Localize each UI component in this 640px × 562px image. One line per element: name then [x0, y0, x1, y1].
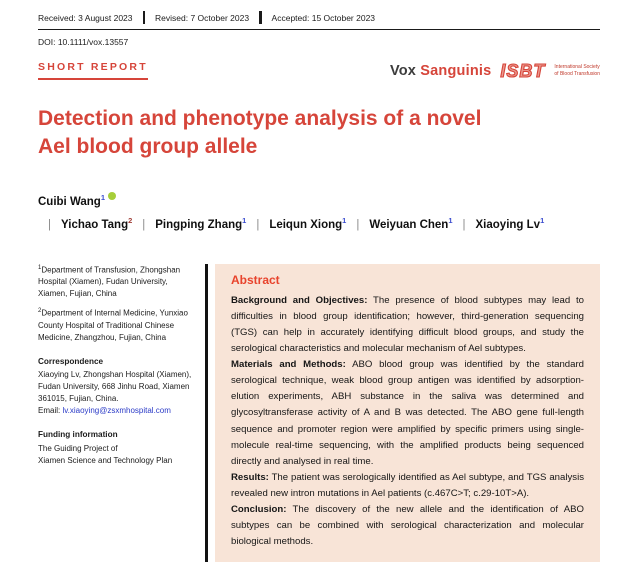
affiliation-sup: 2 [38, 308, 42, 315]
correspondence-text: Xiaoying Lv, Zhongshan Hospital (Xiamen), Fudan University, 668 Jinhu Road, Xiamen 361015, Fujian, China. [38, 370, 192, 404]
author [475, 215, 545, 231]
abstract-box [215, 264, 600, 562]
author-affiliation-sup: 2 [128, 215, 133, 225]
author-name: Cuibi Wang [38, 196, 101, 209]
email-line [38, 405, 193, 417]
journal-name-black: Vox [389, 63, 417, 79]
journal-name-red: Sanguinis [420, 63, 492, 79]
history-separator [143, 11, 146, 24]
revised-date: Revised: 7 October 2023 [155, 12, 250, 23]
article-history-bar [38, 11, 600, 24]
article-info-sidebar [38, 264, 193, 562]
abstract-divider-bar [205, 264, 208, 562]
header-row [38, 61, 600, 80]
society-name-line1: International Society [554, 64, 600, 71]
abstract-section-label: Results: [231, 471, 269, 483]
author-separator: | [356, 218, 360, 231]
author-name: Pingping Zhang [155, 218, 243, 231]
affiliation-list [38, 264, 193, 344]
abstract-sections [231, 293, 584, 551]
abstract-section-label: Conclusion: [231, 504, 287, 516]
email-label: Email: [38, 406, 63, 416]
article-type-label: SHORT REPORT [38, 61, 148, 80]
affiliation: $^2$Department of Internal Medicine, Yunxiao County Hospital of Traditional Chinese Medicine, Zhangzhou, Fujian, China [38, 308, 188, 342]
author [369, 215, 453, 231]
author [38, 193, 116, 209]
article-title: Detection and phenotype analysis of a novel Ael blood group allele [38, 107, 482, 159]
abstract-section: Background and Objectives: The presence of blood subtypes may lead to difficulties in blood group identification; however, third-generation sequencing (TGS) can help in accurately identifying difficult blood groups, and study the serological characteristics and molecular mechanism of Ael subtypes. [231, 294, 584, 354]
doi: DOI: 10.1111/vox.13557 [38, 37, 129, 47]
author-name: Leiqun Xiong [269, 218, 343, 231]
funding-text: The Guiding Project of Xiamen Science and Technology Plan [38, 443, 173, 465]
author-affiliation-sup: 1 [540, 215, 545, 225]
abstract-section: Conclusion: The discovery of the new allele and the identification of ABO subtypes can be combined with serological characterization and molecular biological methods. [231, 504, 584, 548]
accepted-date: Accepted: 15 October 2023 [271, 12, 376, 23]
history-separator [259, 11, 262, 24]
abstract-heading: Abstract [231, 272, 280, 287]
author-affiliation-sup: 1 [242, 215, 247, 225]
funding-heading: Funding information [38, 430, 118, 440]
affiliation-sup: 1 [38, 264, 42, 271]
isbt-society-name [554, 64, 600, 78]
affiliation: $^1$Department of Transfusion, Zhongshan Hospital (Xiamen), Fudan University, Xiamen, Fujian, China [38, 264, 181, 299]
author [269, 215, 347, 231]
author-name: Yichao Tang [61, 218, 129, 231]
author-separator: | [48, 218, 51, 231]
header-rule [38, 29, 600, 30]
author-affiliation-sup: 1 [342, 215, 347, 225]
author-name: Xiaoying Lv [475, 218, 541, 231]
author-separator: | [256, 218, 260, 231]
journal-logos [390, 62, 600, 80]
author [61, 215, 133, 231]
abstract-section-label: Background and Objectives: [231, 294, 368, 306]
author-affiliation-sup: 1 [448, 215, 453, 225]
author-name: Weiyuan Chen [369, 218, 449, 231]
correspondence-heading: Correspondence [38, 356, 104, 366]
society-name-line2: of Blood Transfusion [554, 71, 600, 77]
author-affiliation-sup: 1 [100, 193, 105, 203]
content-columns [38, 264, 600, 562]
email-link[interactable]: lv.xiaoying@zsxmhospital.com [62, 406, 171, 416]
isbt-logo-icon: ISBT [500, 61, 546, 81]
abstract-section: Results: The patient was serologically identified as Ael subtype, and TGS analysis revealed new intron mutations in Ael patients (c.467C>T; c.29-10T>A). [231, 471, 584, 499]
author [155, 215, 247, 231]
abstract-section-label: Materials and Methods: [231, 359, 346, 371]
received-date: Received: 3 August 2023 [38, 12, 133, 23]
author-separator: | [142, 218, 146, 231]
author-separator: | [462, 218, 466, 231]
orcid-icon[interactable] [108, 192, 116, 200]
abstract-section: Materials and Methods: ABO blood group was identified by the standard serological technique, weak blood group antigen was identified by adsorption-elution experiments, ABH substance in the saliva was determined and glycosyltransferase activity of A and B was detected. The ABO gene full-length sequence and promoter region were amplified by specific primers using single-molecule real-time sequencing, with the amplified products being sequenced directly and analysed in real time. [231, 359, 584, 467]
vox-sanguinis-logo [390, 63, 491, 79]
author-list [38, 191, 545, 236]
